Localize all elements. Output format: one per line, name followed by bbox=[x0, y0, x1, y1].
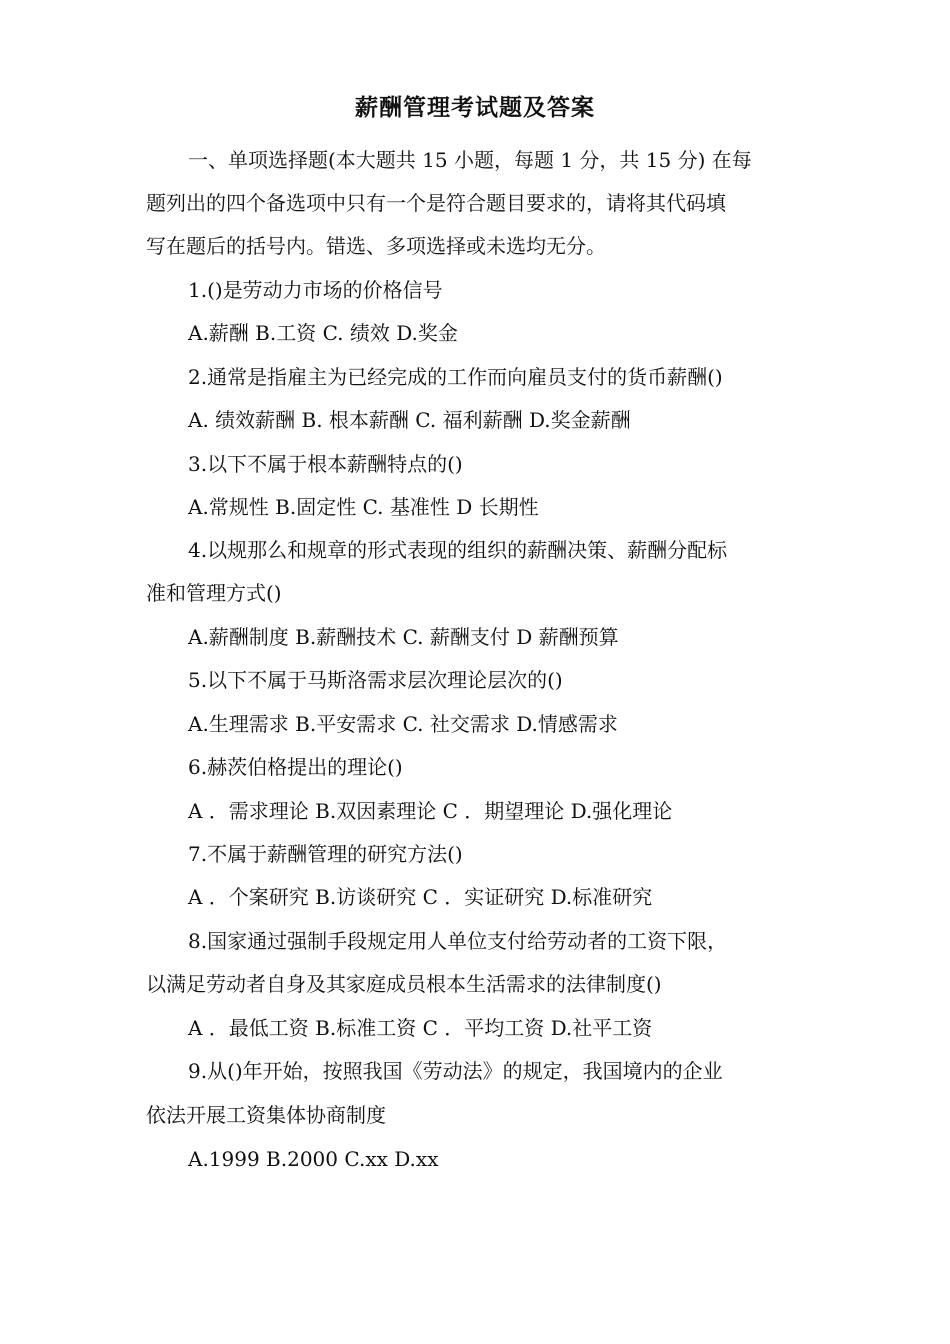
options-9: A.1999 B.2000 C.xx D.xx bbox=[188, 1147, 439, 1171]
question-5: 5.以下不属于马斯洛需求层次理论层次的() bbox=[188, 668, 563, 692]
options-7: A ．个案研究 B.访谈研究 C ．实证研究 D.标准研究 bbox=[188, 885, 653, 909]
options-2: A. 绩效薪酬 B. 根本薪酬 C. 福利薪酬 D.奖金薪酬 bbox=[188, 408, 631, 432]
question-4-line-2: 准和管理方式() bbox=[146, 581, 282, 605]
options-5: A.生理需求 B.平安需求 C. 社交需求 D.情感需求 bbox=[188, 712, 618, 736]
section-heading-line-1: 一、单项选择题(本大题共 15 小题，每题 1 分，共 15 分) 在每 bbox=[188, 148, 752, 172]
options-6: A ．需求理论 B.双因素理论 C ．期望理论 D.强化理论 bbox=[188, 799, 673, 823]
question-8-line-2: 以满足劳动者自身及其家庭成员根本生活需求的法律制度() bbox=[146, 972, 662, 996]
question-2: 2.通常是指雇主为已经完成的工作而向雇员支付的货币薪酬() bbox=[188, 365, 723, 389]
question-3: 3.以下不属于根本薪酬特点的() bbox=[188, 452, 463, 476]
question-4-line-1: 4.以规那么和规章的形式表现的组织的薪酬决策、薪酬分配标 bbox=[188, 538, 728, 562]
document-title: 薪酬管理考试题及答案 bbox=[355, 94, 595, 121]
question-9-line-2: 依法开展工资集体协商制度 bbox=[146, 1103, 386, 1127]
question-9-line-1: 9.从()年开始，按照我国《劳动法》的规定，我国境内的企业 bbox=[188, 1059, 723, 1083]
question-7: 7.不属于薪酬管理的研究方法() bbox=[188, 842, 463, 866]
options-8: A ．最低工资 B.标准工资 C ．平均工资 D.社平工资 bbox=[188, 1016, 653, 1040]
options-3: A.常规性 B.固定性 C. 基准性 D 长期性 bbox=[188, 495, 539, 519]
question-1: 1.()是劳动力市场的价格信号 bbox=[188, 278, 443, 302]
section-heading-line-2: 题列出的四个备选项中只有一个是符合题目要求的，请将其代码填 bbox=[146, 191, 726, 215]
options-1: A.薪酬 B.工资 C. 绩效 D.奖金 bbox=[188, 321, 458, 345]
question-6: 6.赫茨伯格提出的理论() bbox=[188, 755, 403, 779]
section-heading-line-3: 写在题后的括号内。错选、多项选择或未选均无分。 bbox=[146, 234, 606, 258]
options-4: A.薪酬制度 B.薪酬技术 C. 薪酬支付 D 薪酬预算 bbox=[188, 625, 619, 649]
question-8-line-1: 8.国家通过强制手段规定用人单位支付给劳动者的工资下限， bbox=[188, 929, 728, 953]
